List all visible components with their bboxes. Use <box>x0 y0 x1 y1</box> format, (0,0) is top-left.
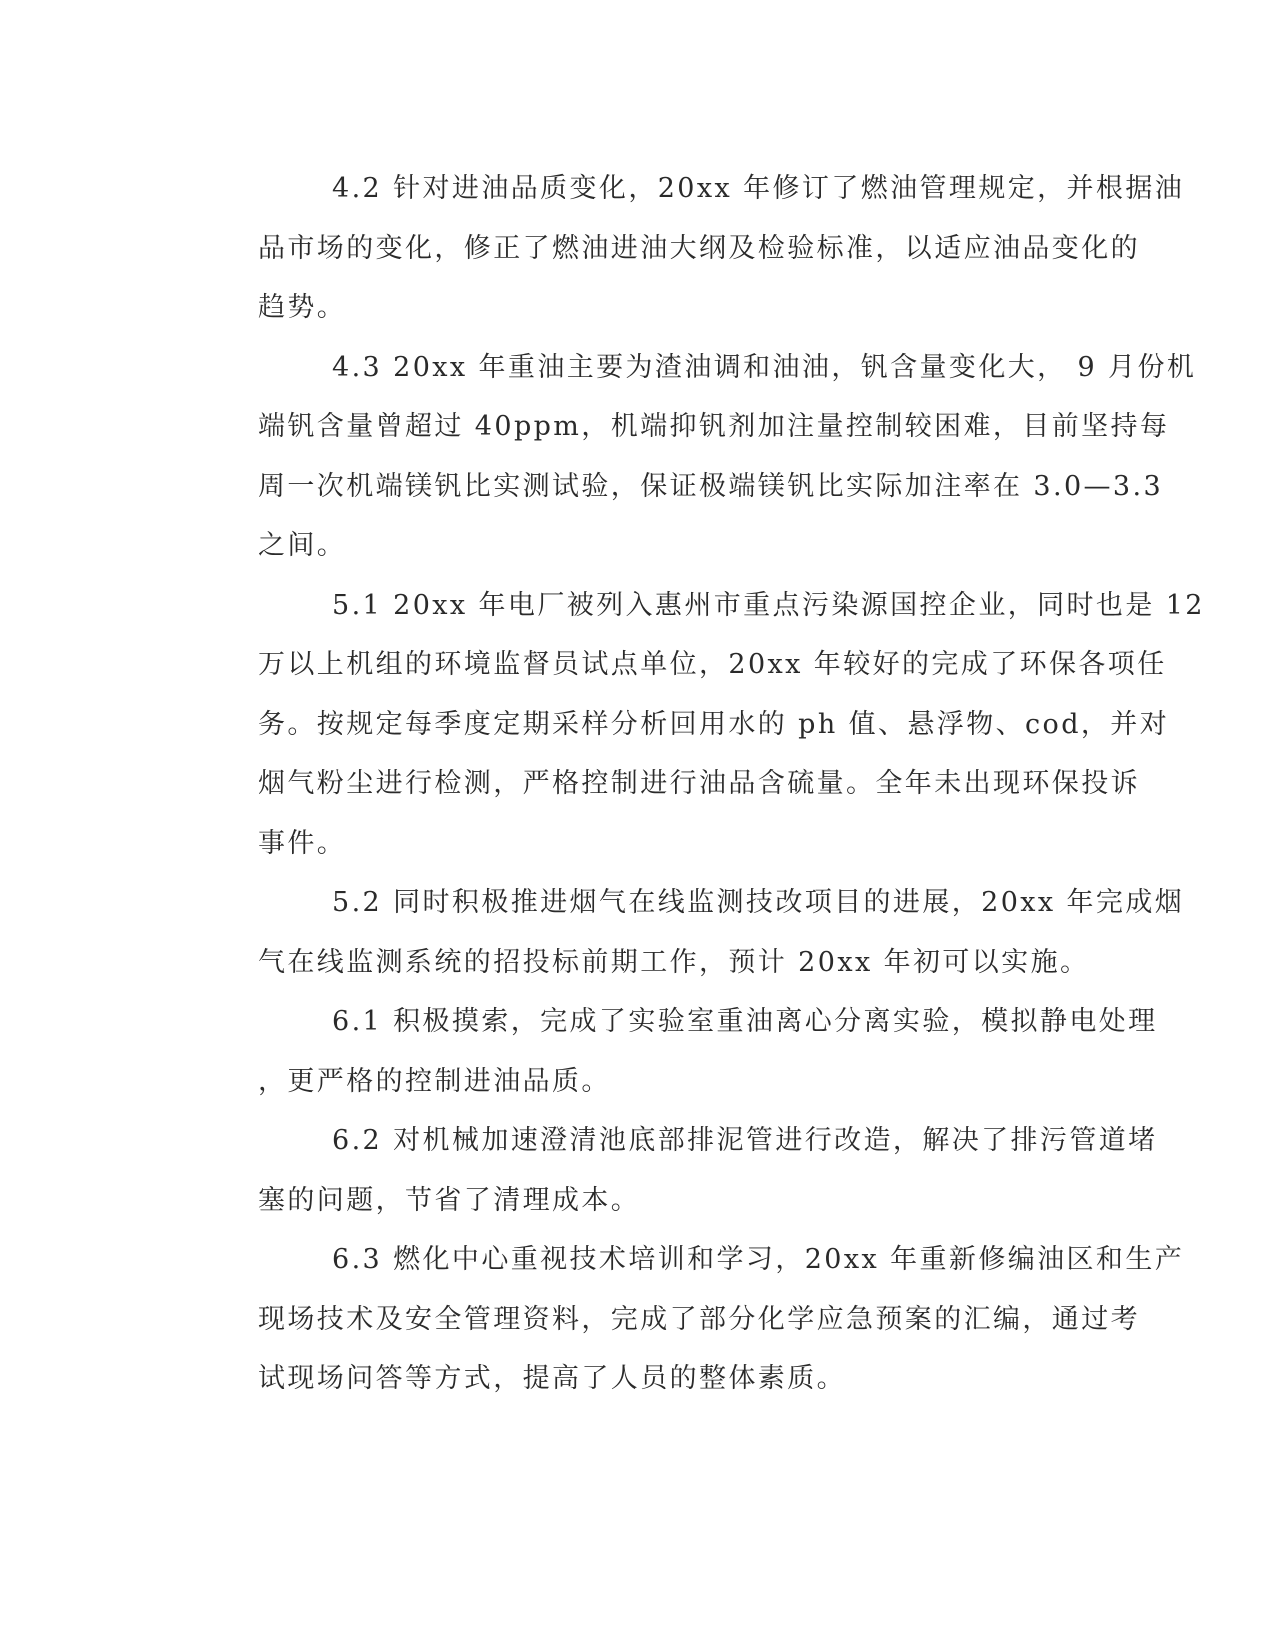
paragraph-line: 6.3 燃化中心重视技术培训和学习，20xx 年重新修编油区和生产 <box>332 1244 1185 1275</box>
paragraph-4-2 <box>186 159 1185 338</box>
paragraph-line: 之间。 <box>258 530 347 561</box>
paragraph-line: 6.1 积极摸索，完成了实验室重油离心分离实验，模拟静电处理 <box>332 1006 1158 1037</box>
paragraph-line: 6.2 对机械加速澄清池底部排泥管进行改造，解决了排污管道堵 <box>332 1125 1158 1156</box>
paragraph-line: 烟气粉尘进行检测，严格控制进行油品含硫量。全年未出现环保投诉 <box>258 768 1140 799</box>
paragraph-5-2 <box>186 873 1185 992</box>
paragraph-line: 试现场问答等方式，提高了人员的整体素质。 <box>258 1363 846 1394</box>
paragraph-6-1 <box>186 992 1158 1111</box>
paragraph-5-1 <box>186 576 1205 874</box>
paragraph-line: 气在线监测系统的招投标前期工作，预计 20xx 年初可以实施。 <box>258 946 1090 978</box>
paragraph-line: 品市场的变化，修正了燃油进油大纲及检验标准，以适应油品变化的 <box>258 232 1140 264</box>
paragraph-line: 塞的问题，节省了清理成本。 <box>258 1184 641 1216</box>
paragraph-line: 趋势。 <box>258 292 347 323</box>
paragraph-6-3 <box>186 1230 1185 1409</box>
paragraph-6-2 <box>186 1111 1158 1230</box>
paragraph-line: 5.1 20xx 年电厂被列入惠州市重点污染源国控企业，同时也是 12 <box>332 589 1205 621</box>
paragraph-line: 事件。 <box>258 827 347 859</box>
paragraph-line: 务。按规定每季度定期采样分析回用水的 ph 值、悬浮物、cod，并对 <box>258 708 1170 740</box>
paragraph-line: ，更严格的控制进油品质。 <box>258 1065 611 1097</box>
document-body <box>186 159 1205 1409</box>
paragraph-line: 周一次机端镁钒比实测试验，保证极端镁钒比实际加注率在 3.0—3.3 <box>258 470 1164 502</box>
paragraph-line: 现场技术及安全管理资料，完成了部分化学应急预案的汇编，通过考 <box>258 1303 1140 1335</box>
paragraph-line: 端钒含量曾超过 40ppm，机端抑钒剂加注量控制较困难，目前坚持每 <box>258 411 1170 442</box>
paragraph-line: 5.2 同时积极推进烟气在线监测技改项目的进展，20xx 年完成烟 <box>332 887 1185 918</box>
paragraph-line: 4.2 针对进油品质变化，20xx 年修订了燃油管理规定，并根据油 <box>332 173 1185 204</box>
paragraph-line: 万以上机组的环境监督员试点单位，20xx 年较好的完成了环保各项任 <box>258 649 1167 680</box>
paragraph-line: 4.3 20xx 年重油主要为渣油调和油油，钒含量变化大， 9 月份机 <box>332 351 1197 383</box>
paragraph-4-3 <box>186 338 1197 576</box>
